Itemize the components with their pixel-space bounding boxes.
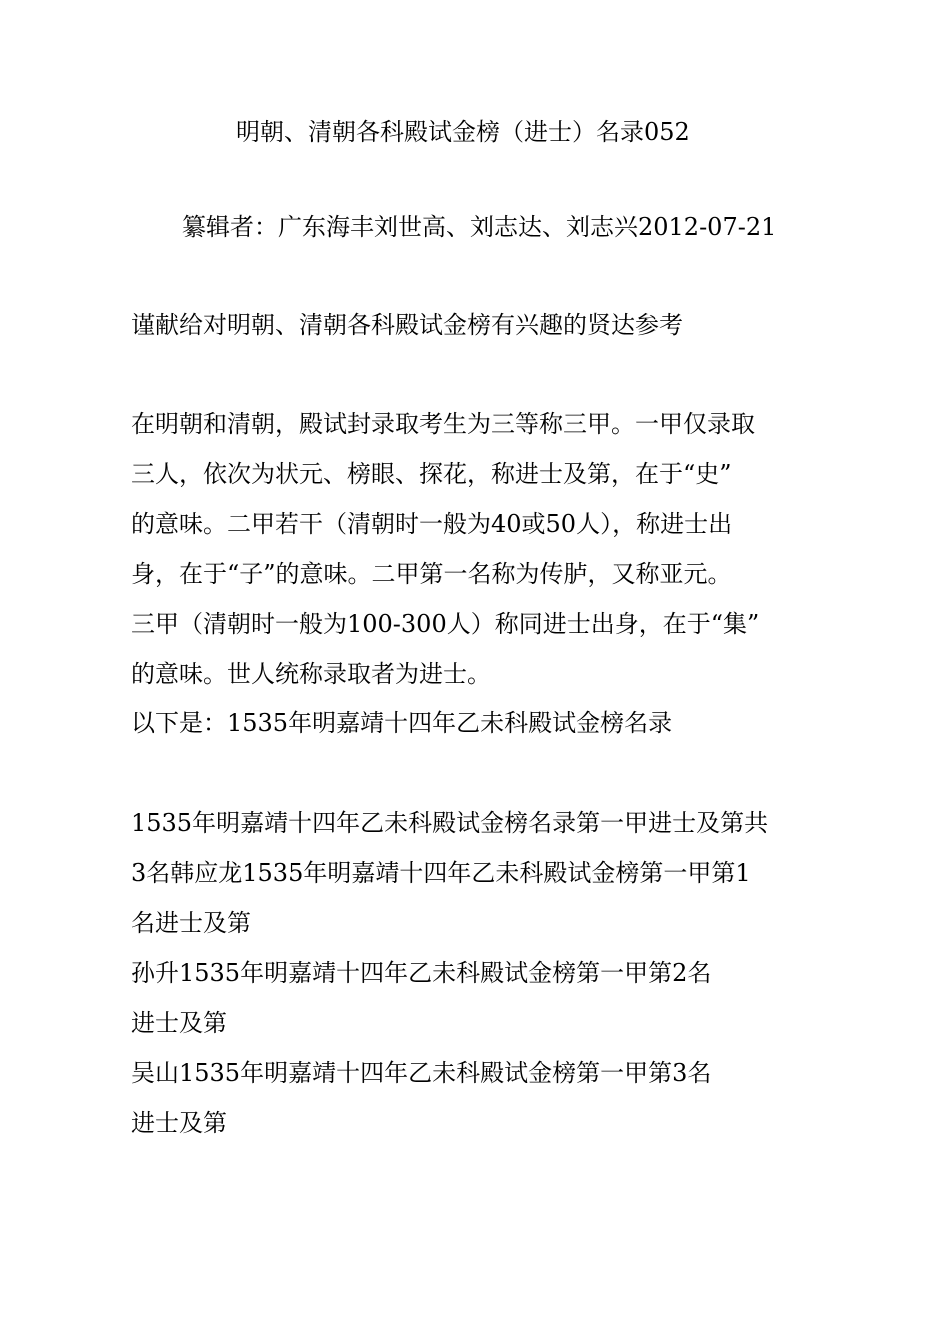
list-heading: 以下是：1535年明嘉靖十四年乙未科殿试金榜名录	[131, 709, 673, 737]
list-line: 进士及第	[131, 1109, 227, 1137]
list-line: 孙升1535年明嘉靖十四年乙未科殿试金榜第一甲第2名	[131, 959, 712, 987]
intro-line: 的意味。二甲若干（清朝时一般为40或50人），称进士出	[131, 510, 733, 538]
list-line: 1535年明嘉靖十四年乙未科殿试金榜名录第一甲进士及第共	[131, 809, 769, 837]
author-line: 纂辑者：广东海丰刘世高、刘志达、刘志兴2012-07-21	[182, 213, 777, 241]
intro-line: 在明朝和清朝，殿试封录取考生为三等称三甲。一甲仅录取	[131, 410, 755, 438]
intro-line: 的意味。世人统称录取者为进士。	[131, 660, 491, 688]
intro-line: 三人，依次为状元、榜眼、探花，称进士及第，在于“史”	[131, 460, 732, 488]
list-line: 3名韩应龙1535年明嘉靖十四年乙未科殿试金榜第一甲第1	[131, 859, 751, 887]
intro-line: 身，在于“子”的意味。二甲第一名称为传胪，又称亚元。	[131, 560, 732, 588]
list-line: 名进士及第	[131, 909, 251, 937]
list-line: 吴山1535年明嘉靖十四年乙未科殿试金榜第一甲第3名	[131, 1059, 712, 1087]
dedication-line: 谨献给对明朝、清朝各科殿试金榜有兴趣的贤达参考	[131, 311, 683, 339]
intro-line: 三甲（清朝时一般为100-300人）称同进士出身，在于“集”	[131, 610, 760, 638]
document-title: 明朝、清朝各科殿试金榜（进士）名录052	[236, 118, 690, 146]
list-line: 进士及第	[131, 1009, 227, 1037]
